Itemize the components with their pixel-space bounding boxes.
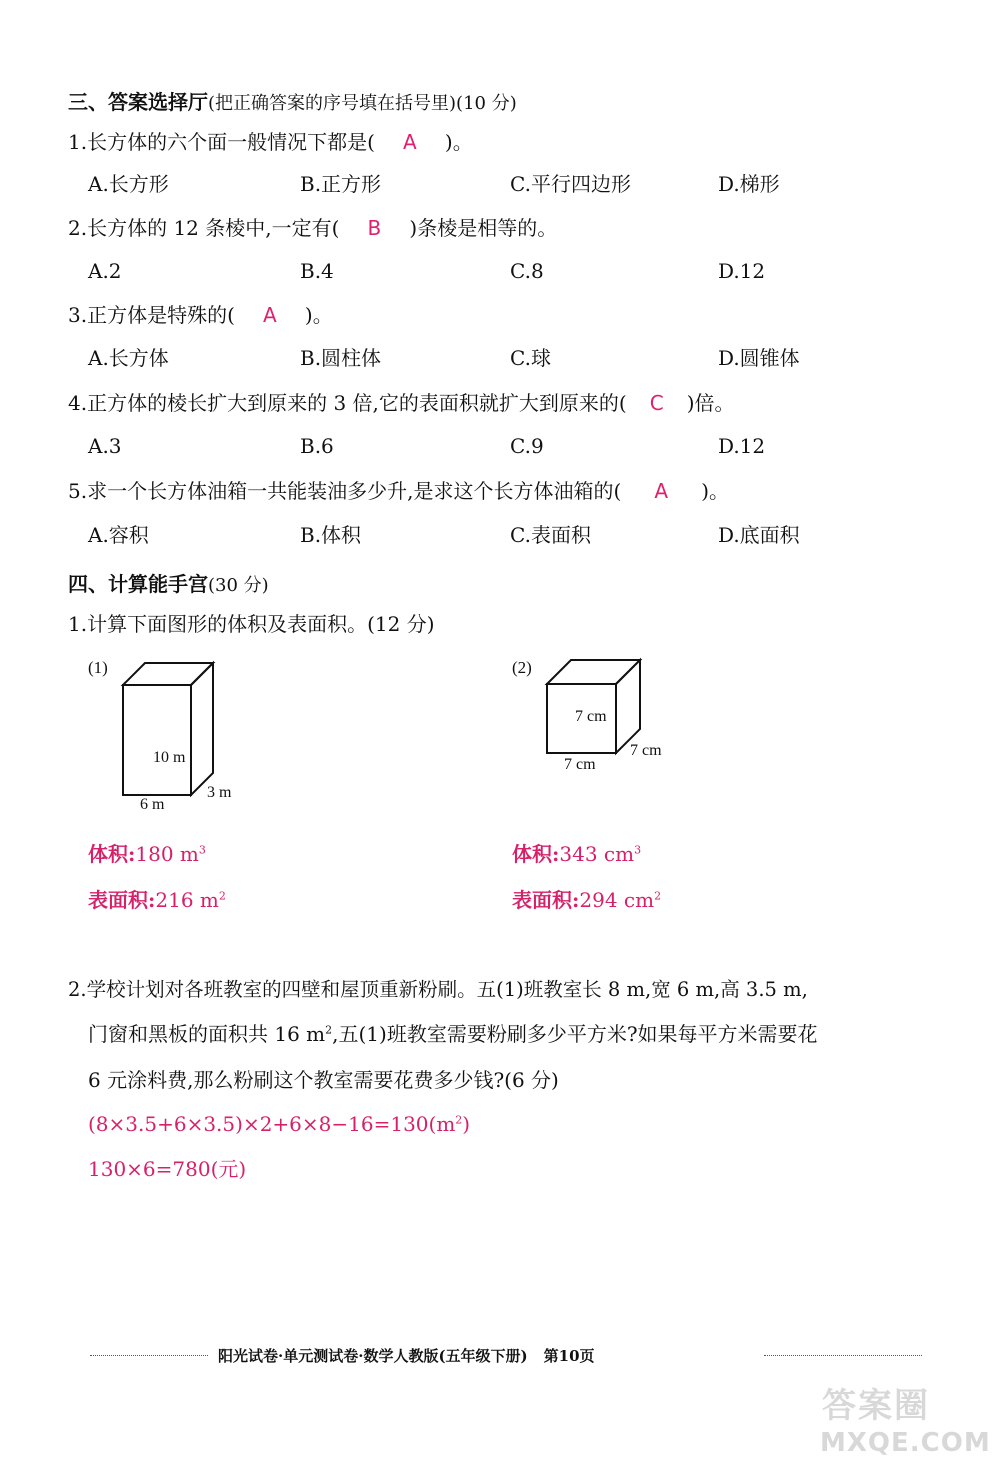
footer-page-number: 第10页 [543,1347,595,1365]
figure-1-depth-label: 3 m [207,784,232,801]
calc-question-2-line-2-end: ,五(1)班教室需要粉刷多少平方米?如果每平方米需要花 [332,1022,818,1046]
question-2-answer: B [367,216,382,240]
figure-1-area-label: 表面积: [88,888,156,912]
figure-1-width-label: 6 m [140,796,165,813]
question-2-text: 2.长方体的 12 条棱中,一定有( [68,216,340,240]
figure-1-area-unit-exponent: 2 [218,889,226,903]
calc-answer-1-close: ) [462,1112,471,1136]
figure-1-volume-value: 180 m [135,842,199,866]
section4-note: (30 分) [208,575,269,596]
q5-option-b: B.体积 [300,523,362,547]
section4-title: 四、计算能手宫 [68,572,208,596]
calc-question-2-line-3: 6 元涂料费,那么粉刷这个教室需要花费多少钱?(6 分) [88,1068,559,1092]
q1-option-b: B.正方形 [300,172,382,196]
question-4-answer: C [649,391,664,415]
watermark-url: MXQE.COM [820,1428,991,1458]
question-3-tail: )。 [304,303,333,327]
question-1-answer: A [403,130,417,154]
calc-question-2-answer-1 [88,1112,470,1136]
question-5-text: 5.求一个长方体油箱一共能装油多少升,是求这个长方体油箱的( [68,479,622,503]
figure-1-label: (1) [88,658,108,677]
figure-2-depth-label: 7 cm [630,742,662,759]
section3-heading [68,86,517,115]
q4-option-b: B.6 [300,434,334,458]
question-1-text: 1.长方体的六个面一般情况下都是( [68,130,375,154]
figure-2-volume-unit-exponent: 3 [634,843,642,857]
q1-option-a: A.长方形 [88,172,169,196]
figure-2-volume [512,842,641,866]
figure-1-height-label: 10 m [153,749,186,766]
figure-2-surface-area [512,888,661,912]
q3-option-c: C.球 [510,346,551,370]
section4-heading [68,568,269,597]
watermark-logo: 答案圈 [822,1386,930,1426]
figure-1-volume [88,842,206,866]
question-2-tail: )条棱是相等的。 [409,216,558,240]
q2-option-c: C.8 [510,259,544,283]
q4-option-d: D.12 [718,434,766,458]
question-4-tail: )倍。 [686,391,735,415]
q2-option-a: A.2 [88,259,122,283]
figure-1-surface-area [88,888,226,912]
calc-answer-1-expression: (8×3.5+6×3.5)×2+6×8−16=130(m [88,1112,456,1136]
calc-answer-1-unit-exponent: 2 [455,1113,463,1127]
figure-2-label: (2) [512,658,532,677]
q1-option-d: D.梯形 [718,172,780,196]
q3-option-a: A.长方体 [88,346,169,370]
question-3-text: 3.正方体是特殊的( [68,303,235,327]
q2-option-b: B.4 [300,259,334,283]
question-1-tail: )。 [444,130,473,154]
question-4-text: 4.正方体的棱长扩大到原来的 3 倍,它的表面积就扩大到原来的( [68,391,627,415]
question-3-answer: A [263,303,277,327]
figure-2-area-unit-exponent: 2 [654,889,662,903]
question-5 [68,479,729,503]
figure-2-volume-value: 343 cm [559,842,635,866]
figure-1-volume-unit-exponent: 3 [198,843,206,857]
calc-question-2-line-2-start: 门窗和黑板的面积共 16 m [88,1022,326,1046]
footer-dotted-rule-right [764,1355,922,1356]
footer-title: 阳光试卷·单元测试卷·数学人教版(五年级下册) [218,1347,528,1365]
q4-option-c: C.9 [510,434,544,458]
q3-option-d: D.圆锥体 [718,346,800,370]
section3-note: (把正确答案的序号填在括号里)(10 分) [208,93,517,114]
figure-1-area-value: 216 m [155,888,219,912]
q5-option-c: C.表面积 [510,523,591,547]
q1-option-c: C.平行四边形 [510,172,631,196]
figure-2-area-label: 表面积: [512,888,580,912]
figure-2-height-label: 7 cm [575,708,607,725]
q5-option-d: D.底面积 [718,523,800,547]
section3-title: 三、答案选择厅 [68,90,208,114]
calc-question-1: 1.计算下面图形的体积及表面积。(12 分) [68,612,435,636]
figure-2-cube [544,656,644,758]
figure-2-width-label: 7 cm [564,756,596,773]
figure-2-volume-label: 体积: [512,842,560,866]
q3-option-b: B.圆柱体 [300,346,382,370]
figure-1-volume-label: 体积: [88,842,136,866]
footer-dotted-rule-left [90,1355,208,1356]
figure-2-area-value: 294 cm [579,888,655,912]
question-3 [68,303,333,327]
q5-option-a: A.容积 [88,523,149,547]
question-5-tail: )。 [701,479,730,503]
q4-option-a: A.3 [88,434,122,458]
question-1 [68,130,473,154]
calc-question-2-unit-exponent: 2 [325,1023,333,1037]
footer [218,1345,595,1366]
calc-question-2-answer-2: 130×6=780(元) [88,1157,247,1181]
question-5-answer: A [654,479,669,503]
question-2 [68,216,557,240]
calc-question-2-line-2 [88,1022,818,1046]
q2-option-d: D.12 [718,259,766,283]
question-4 [68,391,735,415]
calc-question-2-line-1: 2.学校计划对各班教室的四壁和屋顶重新粉刷。五(1)班教室长 8 m,宽 6 m,高 3.5 m, [68,978,808,1001]
